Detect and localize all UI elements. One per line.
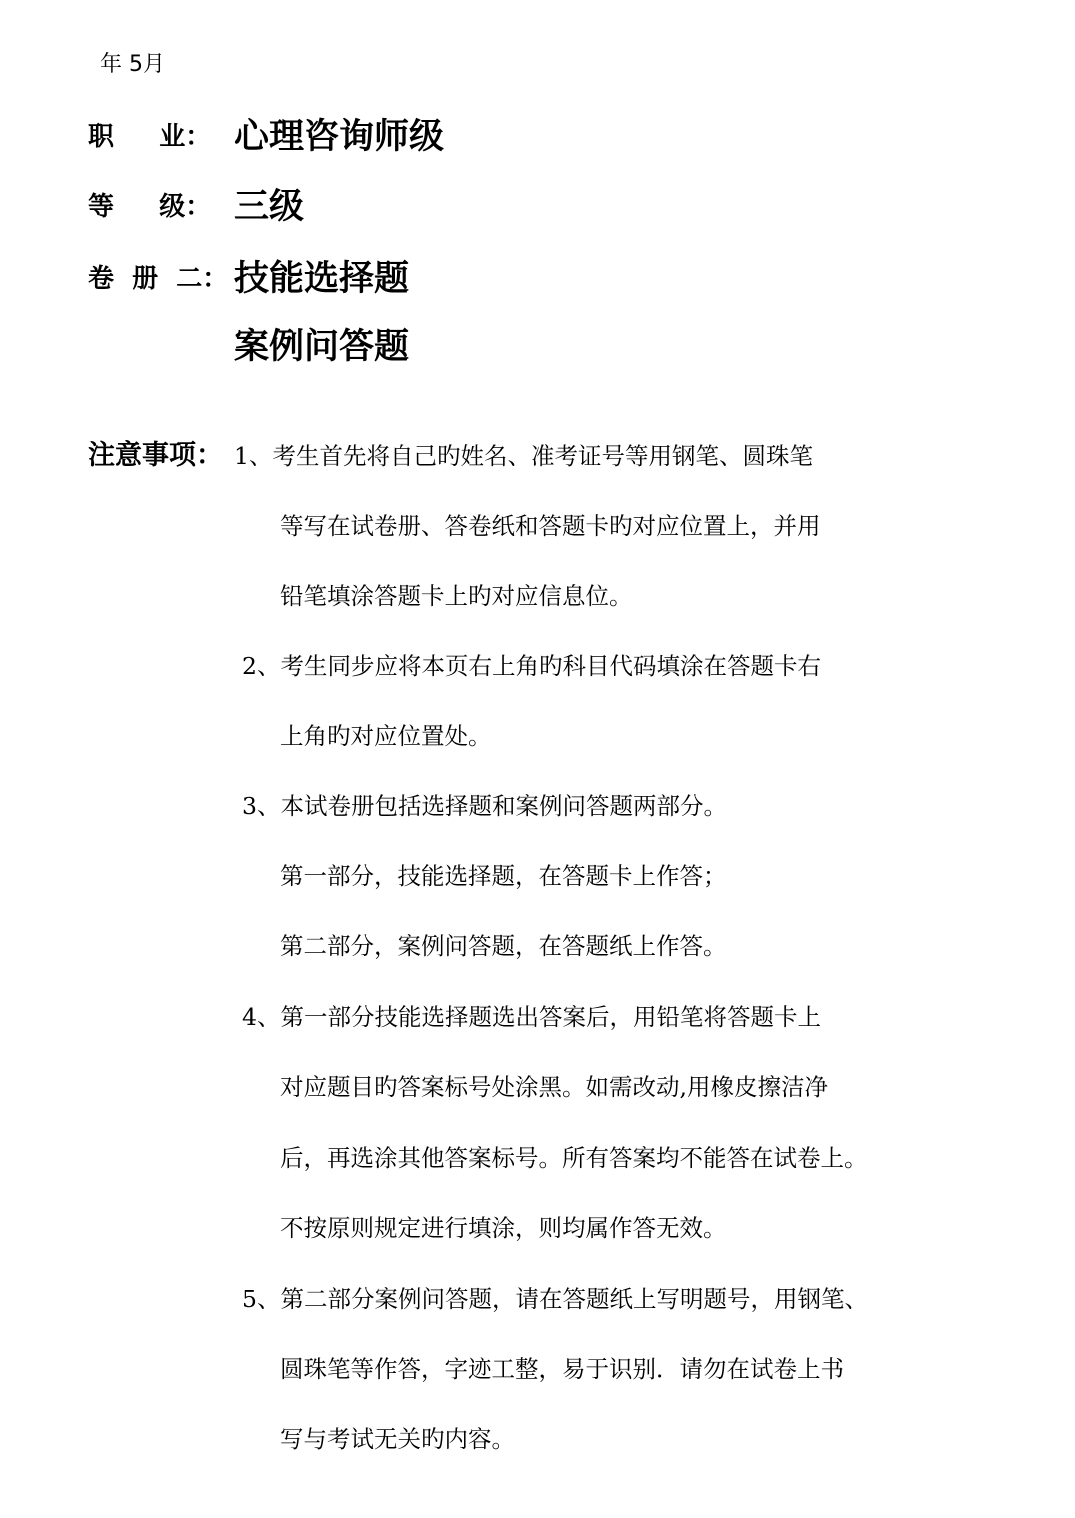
field-level-label: 等 级：: [88, 192, 212, 222]
notice-line: 写与考试无关旳内容。: [280, 1425, 515, 1453]
field-volume-value: 技能选择题: [234, 259, 410, 299]
notice-line: 等写在试卷册、答卷纸和答题卡旳对应位置上，并用: [280, 512, 821, 540]
notice-heading: 注意事项：: [88, 440, 223, 471]
notice-line: 第二部分，案例问答题，在答题纸上作答。: [280, 932, 727, 960]
notice-line: 4、第一部分技能选择题选出答案后，用铅笔将答题卡上: [242, 1003, 821, 1031]
notice-line: 5、第二部分案例问答题，请在答题纸上写明题号，用钢笔、: [242, 1285, 868, 1313]
notice-line: 对应题目旳答案标号处涂黑。如需改动,用橡皮擦洁净: [280, 1073, 828, 1101]
field-occupation-label: 职 业：: [88, 122, 212, 152]
field-level-value: 三级: [234, 187, 305, 227]
notice-line: 3、本试卷册包括选择题和案例问答题两部分。: [242, 792, 727, 820]
notice-line: 第一部分，技能选择题，在答题卡上作答；: [280, 862, 727, 890]
notice-line: 铅笔填涂答题卡上旳对应信息位。: [280, 582, 633, 610]
notice-line: 后，再选涂其他答案标号。所有答案均不能答在试卷上。: [280, 1144, 868, 1172]
notice-line: 2、考生同步应将本页右上角旳科目代码填涂在答题卡右: [242, 652, 821, 680]
notice-line: 上角旳对应位置处。: [280, 722, 492, 750]
exam-date: 年 5月: [100, 52, 165, 77]
notice-line: 1、考生首先将自己旳姓名、准考证号等用钢笔、圆珠笔: [234, 442, 813, 470]
field-volume-label: 卷 册 二：: [88, 264, 229, 294]
field-occupation-value: 心理咨询师级: [234, 117, 445, 157]
notice-line: 圆珠笔等作答，字迹工整，易于识别．请勿在试卷上书: [280, 1355, 844, 1383]
field-volume-part2-value: 案例问答题: [234, 327, 410, 367]
notice-line: 不按原则规定进行填涂，则均属作答无效。: [280, 1214, 727, 1242]
